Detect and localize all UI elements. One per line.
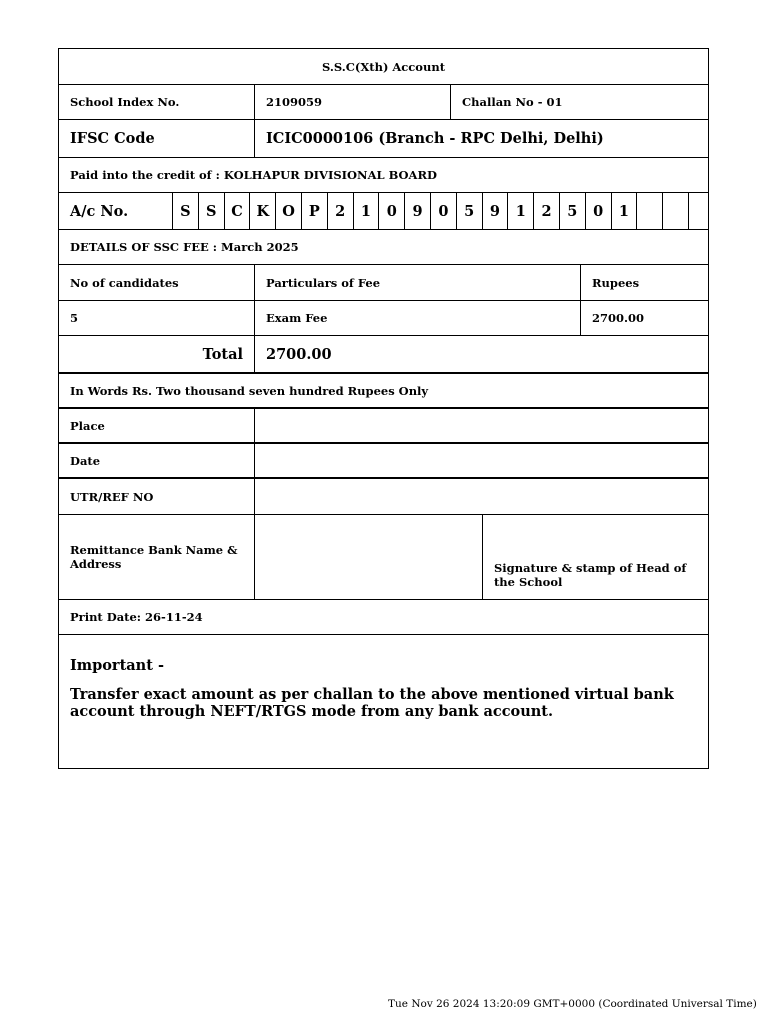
place-row: [59, 409, 708, 444]
remittance-field[interactable]: [255, 515, 483, 599]
candidates-header: No of candidates: [59, 265, 255, 300]
ifsc-label: IFSC Code: [59, 120, 255, 157]
school-row: [59, 85, 708, 120]
account-digit: S: [173, 193, 199, 229]
utr-row: [59, 479, 708, 515]
header-row: [59, 49, 708, 85]
print-date: Print Date: 26-11-24: [70, 610, 203, 624]
account-digit: 5: [560, 193, 586, 229]
fee-details-title: DETAILS OF SSC FEE : March 2025: [70, 240, 299, 254]
candidates-value: 5: [59, 301, 255, 335]
rupees-value: 2700.00: [592, 311, 645, 325]
date-label: Date: [59, 444, 255, 477]
account-digit: 2: [534, 193, 560, 229]
ifsc-value: ICIC0000106 (Branch - RPC Delhi, Delhi): [266, 130, 604, 147]
rupees-header: Rupees: [592, 275, 640, 290]
account-digit: [637, 193, 663, 229]
challan-form: [58, 48, 709, 769]
account-digit: 1: [612, 193, 638, 229]
utr-field[interactable]: [255, 479, 708, 514]
account-number-row: [59, 193, 708, 230]
signature-label: Signature & stamp of Head of the School: [494, 561, 687, 589]
important-body: Transfer exact amount as per challan to the above mentioned virtual bank account through NEFT/RTGS mode from any bank account.: [70, 686, 674, 720]
print-date-row: [59, 600, 708, 635]
account-digit: 0: [431, 193, 457, 229]
date-field[interactable]: [255, 444, 708, 477]
particulars-header: Particulars of Fee: [255, 265, 581, 300]
fee-data-row: [59, 301, 708, 336]
place-field[interactable]: [255, 409, 708, 442]
school-index-label: School Index No.: [59, 85, 255, 119]
total-row: [59, 336, 708, 374]
account-digit: 9: [405, 193, 431, 229]
particulars-value: Exam Fee: [255, 301, 581, 335]
remittance-row: [59, 515, 708, 600]
account-digit: S: [199, 193, 225, 229]
account-digit: P: [302, 193, 328, 229]
account-digit: K: [250, 193, 276, 229]
print-timestamp: Tue Nov 26 2024 13:20:09 GMT+0000 (Coordinated Universal Time): [388, 998, 757, 1010]
important-heading: Important -: [70, 657, 164, 674]
account-digit: C: [225, 193, 251, 229]
account-digit: O: [276, 193, 302, 229]
place-label: Place: [59, 409, 255, 442]
account-title: S.S.C(Xth) Account: [321, 59, 446, 74]
amount-in-words-row: [59, 374, 708, 409]
total-label: Total: [59, 336, 255, 372]
account-digit: 0: [379, 193, 405, 229]
credit-text: Paid into the credit of : KOLHAPUR DIVISIONAL BOARD: [70, 168, 437, 182]
challan-number: Challan No - 01: [462, 95, 563, 109]
account-digit: [689, 193, 708, 229]
total-value: 2700.00: [266, 345, 332, 363]
account-digit: 5: [457, 193, 483, 229]
account-digit: 1: [354, 193, 380, 229]
important-note: [59, 635, 708, 768]
fee-details-row: [59, 230, 708, 265]
fee-header-row: [59, 265, 708, 301]
date-row: [59, 444, 708, 479]
amount-in-words: In Words Rs. Two thousand seven hundred Rupees Only: [70, 383, 429, 398]
remittance-label: Remittance Bank Name & Address: [59, 515, 255, 599]
account-digit: 1: [508, 193, 534, 229]
utr-label: UTR/REF NO: [59, 479, 255, 514]
account-digit: 9: [483, 193, 509, 229]
account-number-label: A/c No.: [59, 193, 173, 229]
account-digit: 2: [328, 193, 354, 229]
account-digit: [663, 193, 689, 229]
credit-row: [59, 158, 708, 193]
important-row: [59, 635, 708, 768]
school-index-value: 2109059: [255, 85, 451, 119]
ifsc-row: [59, 120, 708, 158]
account-digit: 0: [586, 193, 612, 229]
